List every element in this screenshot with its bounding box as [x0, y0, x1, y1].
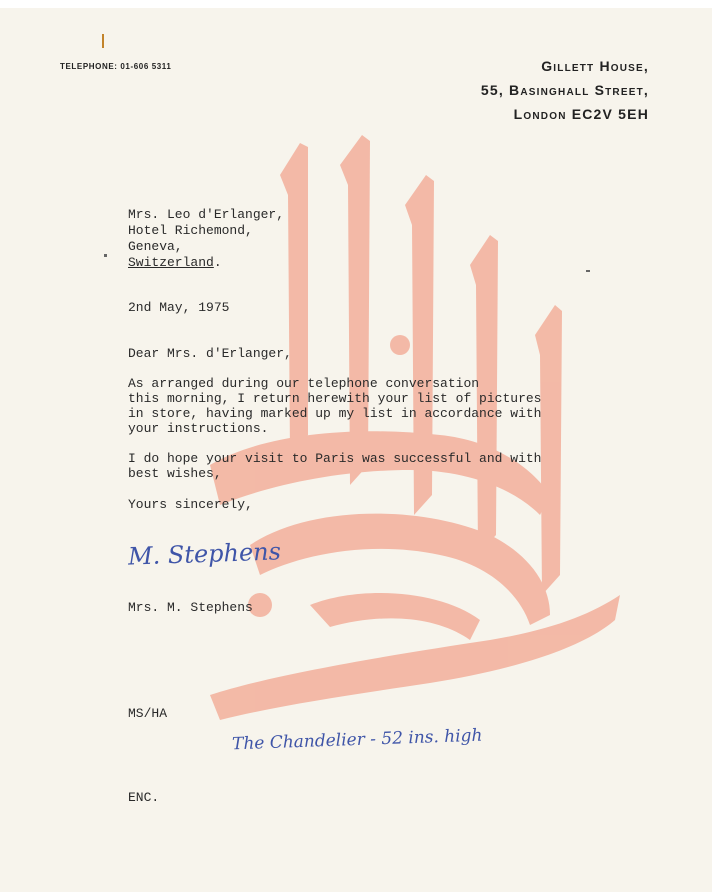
recipient-country-suffix: . [213, 255, 222, 270]
address-line-1: Gillett House, [541, 58, 649, 74]
enclosure-marker: ENC. [128, 790, 160, 805]
letterhead-telephone: TELEPHONE: 01-606 5311 [60, 62, 172, 71]
pencil-tick-mark [102, 34, 104, 48]
closing: Yours sincerely, [128, 497, 253, 512]
recipient-hotel: Hotel Richemond, [128, 223, 253, 238]
reference-initials: MS/HA [128, 706, 168, 721]
body-para1-line: this morning, I return herewith your list of pictures [128, 391, 542, 406]
recipient-country: Switzerland [128, 255, 214, 270]
handwritten-signature: M. Stephens [127, 537, 282, 571]
scan-edge-right [712, 0, 717, 892]
letterhead-address [481, 54, 649, 126]
stray-mark [586, 270, 590, 272]
body-para2-line: I do hope your visit to Paris was successful and with [128, 451, 542, 466]
body-para1-line: your instructions. [128, 421, 269, 436]
scan-edge-top [0, 0, 717, 8]
letter-date: 2nd May, 1975 [128, 300, 230, 315]
body-para1-line: in store, having marked up my list in accordance with [128, 406, 542, 421]
body-para1-line: As arranged during our telephone conversation [128, 376, 480, 391]
recipient-city: Geneva, [128, 239, 183, 254]
handwritten-note: The Chandelier - 52 ins. high [231, 725, 483, 755]
body-para2-line: best wishes, [128, 466, 222, 481]
address-line-2: 55, Basinghall Street, [480, 82, 649, 98]
recipient-country-line [128, 255, 222, 270]
address-line-3: London EC2V 5EH [513, 106, 649, 122]
salutation: Dear Mrs. d'Erlanger, [128, 346, 292, 361]
recipient-name: Mrs. Leo d'Erlanger, [128, 207, 285, 222]
signatory: Mrs. M. Stephens [128, 600, 253, 615]
stray-mark [104, 254, 107, 257]
